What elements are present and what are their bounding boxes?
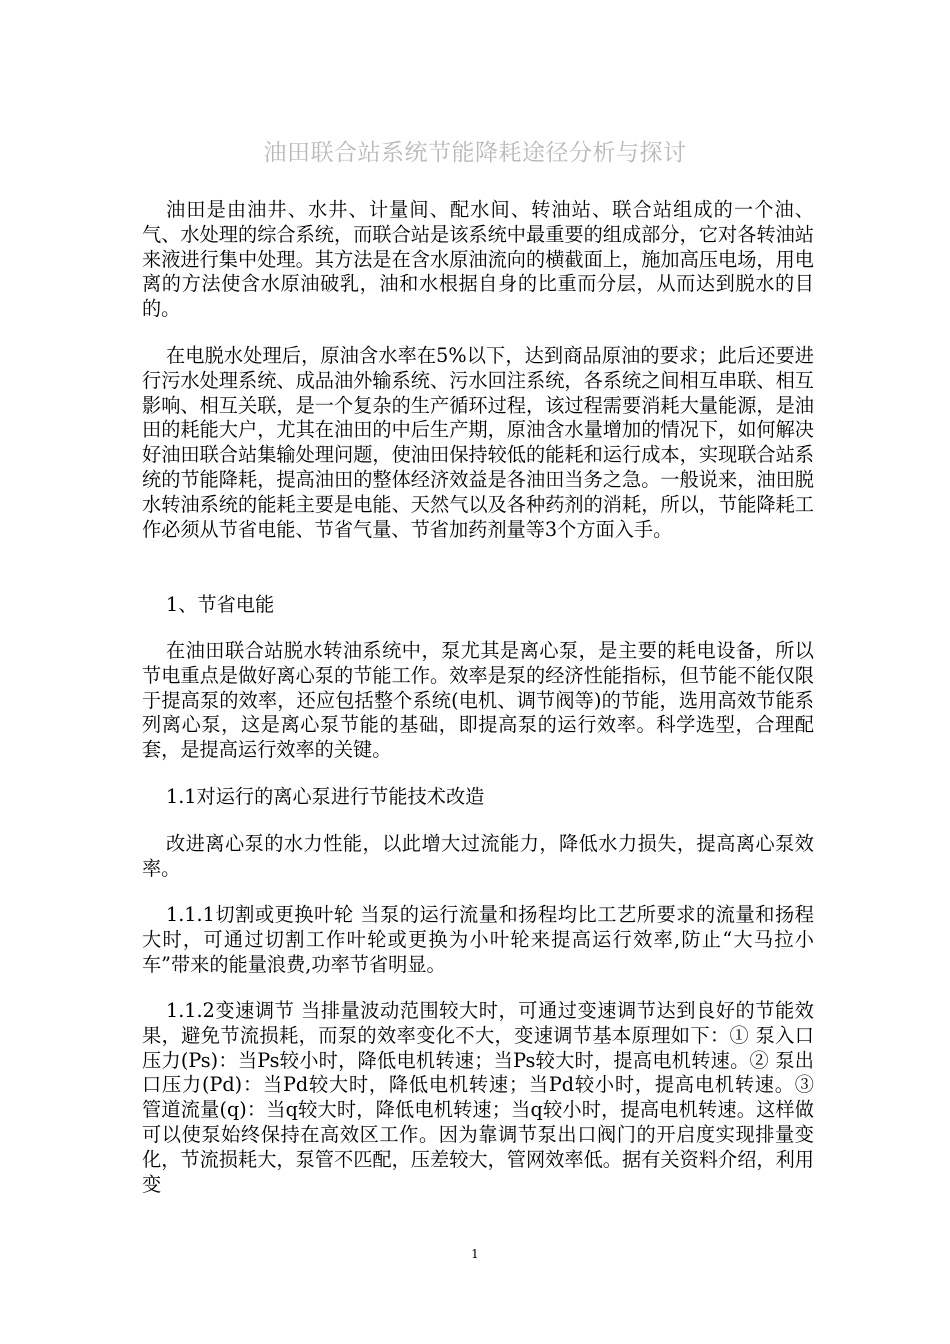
paragraph-speed-regulation: 1.1.2变速调节 当排量波动范围较大时，可通过变速调节达到良好的节能效果，避免节流损耗，而泵的效率变化不大，变速调节基本原理如下：① 泵入口压力(Ps)：当Ps较小时，降低电机转速；当Ps较大时，提高电机转速。② 泵出口压力(Pd)：当Pd较大时，降低电机转速；当Pd较小时，提高电机转速。③ 管道流量(q)：当q较大时，降低电机转速；当q较小时，提高电机转速。这样做可以使泵始终保持在高效区工作。因为靠调节泵出口阀门的开启度实现排量变化，节流损耗大，泵管不匹配，压差较大，管网效率低。据有关资料介绍，利用变 [142,999,814,1196]
paragraph-hydraulic-performance: 改进离心泵的水力性能，以此增大过流能力，降低水力损失，提高离心泵效率。 [142,832,814,880]
paragraph-impeller-cutting: 1.1.1切割或更换叶轮 当泵的运行流量和扬程均比工艺所要求的流量和扬程大时，可通过切割工作叶轮或更换为小叶轮来提高运行效率,防止“大马拉小车”带来的能量浪费,功率节省明显。 [142,903,814,976]
paragraph-centrifugal-pump: 在油田联合站脱水转油系统中，泵尤其是离心泵，是主要的耗电设备，所以节电重点是做好离心泵的节能工作。效率是泵的经济性能指标，但节能不能仅限于提高泵的效率，还应包括整个系统(电机、调节阀等)的节能，选用高效节能系列离心泵，这是离心泵节能的基础，即提高泵的运行效率。科学选型，合理配套，是提高运行效率的关键。 [142,639,814,762]
paragraph-intro: 油田是由油井、水井、计量间、配水间、转油站、联合站组成的一个油、气、水处理的综合系统，而联合站是该系统中最重要的组成部分，它对各转油站来液进行集中处理。其方法是在含水原油流向的横截面上，施加高压电场，用电离的方法使含水原油破乳，油和水根据自身的比重而分层，从而达到脱水的目的。 [142,198,814,321]
section-heading-save-electricity: 1、节省电能 [166,593,275,616]
subsection-heading-pump-retrofit: 1.1对运行的离心泵进行节能技术改造 [166,785,485,808]
document-title: 油田联合站系统节能降耗途径分析与探讨 [263,140,687,166]
page-number: 1 [471,1247,479,1261]
paragraph-dehydration: 在电脱水处理后，原油含水率在5%以下，达到商品原油的要求；此后还要进行污水处理系统、成品油外输系统、污水回注系统，各系统之间相互串联、相互影响、相互关联，是一个复杂的生产循环过程，该过程需要消耗大量能源，是油田的耗能大户，尤其在油田的中后生产期，原油含水量增加的情况下，如何解决好油田联合站集输处理问题，使油田保持较低的能耗和运行成本，实现联合站系统的节能降耗，提高油田的整体经济效益是各油田当务之急。一般说来，油田脱水转油系统的能耗主要是电能、天然气以及各种药剂的消耗，所以，节能降耗工作必须从节省电能、节省气量、节省加药剂量等3个方面入手。 [142,344,814,541]
